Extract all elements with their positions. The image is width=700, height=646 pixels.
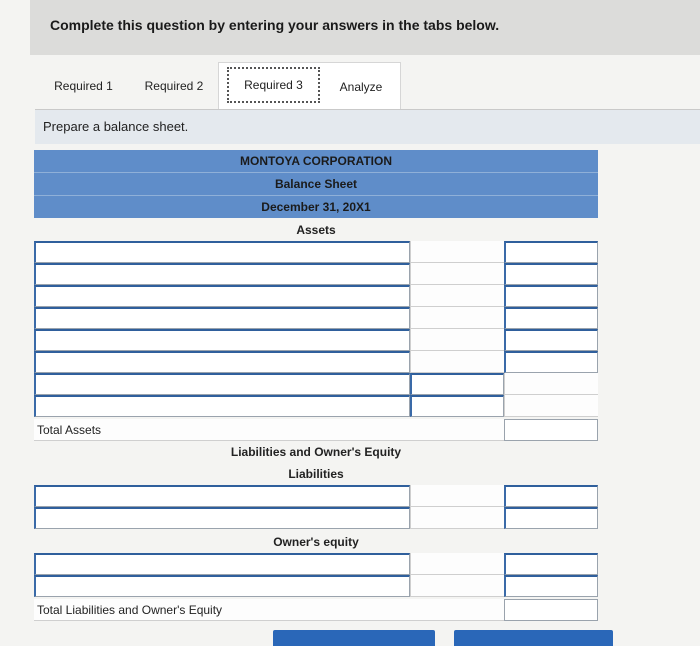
asset-amount-cell (410, 285, 504, 307)
statement-title: Balance Sheet (34, 173, 598, 196)
asset-total-input[interactable] (504, 351, 598, 373)
tab-analyze[interactable]: Analyze (339, 80, 383, 94)
total-liab-equity-label: Total Liabilities and Owner's Equity (37, 603, 223, 617)
tab-required-2[interactable]: Required 2 (144, 79, 204, 93)
liability-amount-cell (410, 507, 504, 529)
total-assets-input[interactable] (504, 419, 598, 441)
total-assets-row (34, 419, 598, 441)
equity-amount-cell (410, 553, 504, 575)
asset-total-cell (504, 395, 598, 417)
asset-name-input[interactable] (34, 307, 410, 329)
asset-amount-cell (410, 351, 504, 373)
equity-row (34, 553, 598, 575)
total-liab-equity-input[interactable] (504, 599, 598, 621)
liability-name-input[interactable] (34, 507, 410, 529)
asset-row (34, 263, 598, 285)
total-assets-label: Total Assets (37, 423, 102, 437)
question-title: Complete this question by entering your answers in the tabs below. (50, 17, 500, 33)
asset-row (34, 329, 598, 351)
asset-name-input[interactable] (34, 263, 410, 285)
asset-total-cell (504, 373, 598, 395)
asset-total-input[interactable] (504, 241, 598, 263)
instruction-text: Prepare a balance sheet. (43, 119, 189, 134)
assets-heading: Assets (296, 223, 336, 237)
asset-name-input[interactable] (34, 395, 410, 417)
asset-amount-cell (410, 329, 504, 351)
asset-name-input[interactable] (34, 241, 410, 263)
equity-row (34, 575, 598, 597)
owners-equity-heading: Owner's equity (273, 535, 359, 549)
asset-total-input[interactable] (504, 329, 598, 351)
tab-bar (35, 62, 700, 110)
asset-total-input[interactable] (504, 285, 598, 307)
equity-total-input[interactable] (504, 575, 598, 597)
equity-name-input[interactable] (34, 575, 410, 597)
asset-amount-input[interactable] (410, 395, 504, 417)
asset-total-input[interactable] (504, 263, 598, 285)
liabilities-heading: Liabilities (288, 467, 344, 481)
asset-name-input[interactable] (34, 285, 410, 307)
asset-row (34, 241, 598, 263)
instruction-bar (35, 110, 700, 144)
equity-name-input[interactable] (34, 553, 410, 575)
statement-date: December 31, 20X1 (34, 196, 598, 218)
asset-amount-input[interactable] (410, 373, 504, 395)
asset-row (34, 395, 598, 417)
asset-row (34, 351, 598, 373)
question-header (30, 0, 700, 55)
total-liab-equity-row (34, 599, 598, 621)
equity-total-input[interactable] (504, 553, 598, 575)
asset-row (34, 373, 598, 395)
tab-required-1[interactable]: Required 1 (54, 79, 113, 93)
liability-name-input[interactable] (34, 485, 410, 507)
prev-button[interactable] (273, 630, 435, 646)
asset-amount-cell (410, 263, 504, 285)
liability-row (34, 485, 598, 507)
liability-total-input[interactable] (504, 485, 598, 507)
liability-amount-cell (410, 485, 504, 507)
asset-total-input[interactable] (504, 307, 598, 329)
asset-amount-cell (410, 241, 504, 263)
liability-row (34, 507, 598, 529)
asset-row (34, 285, 598, 307)
asset-name-input[interactable] (34, 329, 410, 351)
company-name: MONTOYA CORPORATION (34, 150, 598, 173)
next-button[interactable] (454, 630, 613, 646)
asset-name-input[interactable] (34, 351, 410, 373)
liab-equity-heading: Liabilities and Owner's Equity (230, 445, 402, 459)
equity-amount-cell (410, 575, 504, 597)
liability-total-input[interactable] (504, 507, 598, 529)
tab-required-3[interactable]: Required 3 (227, 67, 320, 103)
asset-row (34, 307, 598, 329)
tab-required-3-panel (218, 62, 401, 110)
asset-name-input[interactable] (34, 373, 410, 395)
asset-amount-cell (410, 307, 504, 329)
